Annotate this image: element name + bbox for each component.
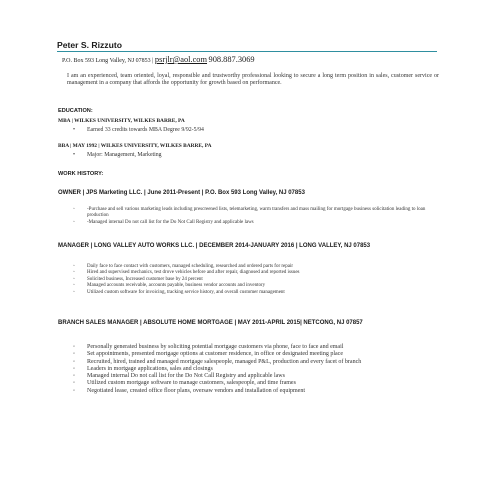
bullet-icon: ◦ — [73, 380, 76, 387]
bullet-icon: ◦ — [73, 283, 75, 289]
education-heading: EDUCATION: — [58, 108, 93, 114]
job-title: MANAGER | LONG VALLEY AUTO WORKS LLC. | DECEMBER 2014-JANUARY 2016 | LONG VALLEY, NJ 07853 — [58, 243, 371, 249]
education-list — [73, 152, 162, 159]
bullet-icon: ◦ — [73, 270, 75, 276]
list-item: ◦ Negotiated lease, created office floor plans, oversaw vendors and installation of equipment — [73, 387, 305, 394]
education-list — [73, 127, 204, 134]
bullet-icon: ◦ — [73, 351, 76, 358]
job-title: BRANCH SALES MANAGER | ABSOLUTE HOME MORTGAGE | MAY 2011-APRIL 2015| NETCONG, NJ 07857 — [58, 320, 363, 326]
education-title: MBA | WILKES UNIVERSITY, WILKES BARRE, PA — [58, 118, 185, 124]
list-item: ◦ Managed internal Do not call list for the Do Not Call Registry and applicable laws — [73, 373, 285, 380]
bullet-icon: ◦ — [73, 344, 76, 350]
list-item: ◦ -Managed internal Do not call list for the Do Not Call Registry and applicable laws — [73, 219, 254, 225]
list-item: • Major: Management, Marketing — [73, 152, 162, 158]
bullet-icon: ◦ — [73, 276, 75, 282]
list-item: ◦ Utilized custom software for invoicing, tracking service history, and overall customer management — [73, 289, 285, 295]
bullet-icon: ◦ — [73, 387, 76, 394]
list-item: ◦ Leaders in mortgage applications, sales and closings — [73, 365, 213, 372]
bullet-icon: ◦ — [73, 219, 75, 225]
list-item: ◦ Set appointments, presented mortgage options at customer residence, in office or designated meeting place — [73, 351, 343, 358]
list-item: ◦ Personally generated business by soliciting potential mortgage customers via phone, face to face and email — [73, 344, 344, 350]
candidate-name: Peter S. Rizzuto — [57, 40, 122, 50]
list-item: ◦ Daily face to face contact with customers, managed scheduling, researched and ordered parts for repair — [73, 264, 294, 269]
job-duties-list — [73, 264, 435, 296]
list-item: ◦ Solicited business, Increased customer base by 24 percent — [73, 276, 203, 282]
list-item: • Earned 33 credits towards MBA Degree 9/92-5/94 — [73, 127, 204, 133]
contact-line — [62, 55, 255, 64]
summary-paragraph: I am an experienced, team oriented, loyal, responsible and trustworthy professional looking to secure a long term position in sales, customer service or management in a company that affords the opportunity for growth based on performance. — [67, 73, 439, 87]
list-item: ◦ Utilized custom mortgage software to manage customers, salespeople, and time frames — [73, 380, 296, 387]
bullet-icon: ◦ — [73, 289, 75, 295]
work-history-heading: WORK HISTORY: — [58, 171, 104, 177]
job-duties-list — [73, 207, 435, 226]
job-title: OWNER | JPS Marketing LLC. | June 2011-Present | P.O. Box 593 Long Valley, NJ 07853 — [58, 190, 305, 196]
phone-number: 908.887.3069 — [208, 55, 255, 64]
bullet-icon: ◦ — [73, 373, 76, 380]
list-item: ◦ -Purchase and sell various marketing leads including prescreened lists, telemarketing, warm transfers and mass mailing for mortgage business solicitation leading to loan production — [73, 207, 426, 219]
bullet-icon: • — [73, 127, 76, 133]
list-item: ◦ Managed accounts receivable, accounts payable, business vendor accounts and inventory — [73, 283, 266, 289]
list-item: ◦ Recruited, hired, trained and managed mortgage salespeople, managed P&L, production and every facet of branch — [73, 358, 362, 365]
list-item: ◦ Hired and supervised mechanics, test drove vehicles before and after repair, diagnosed and reported issues — [73, 270, 300, 276]
bullet-icon: ◦ — [73, 358, 76, 365]
address-text: P.O. Box 593 Long Valley, NJ 07853 | — [62, 58, 154, 64]
email-link[interactable]: psrjlr@aol.com — [154, 55, 208, 64]
education-title: BBA | MAY 1992 | WILKES UNIVERSITY, WILKES BARRE, PA — [58, 143, 212, 149]
bullet-icon: • — [73, 152, 76, 158]
bullet-icon: ◦ — [73, 207, 75, 212]
bullet-icon: ◦ — [73, 365, 76, 372]
job-duties-list — [73, 344, 443, 395]
bullet-icon: ◦ — [73, 264, 75, 269]
header-divider — [57, 51, 437, 52]
